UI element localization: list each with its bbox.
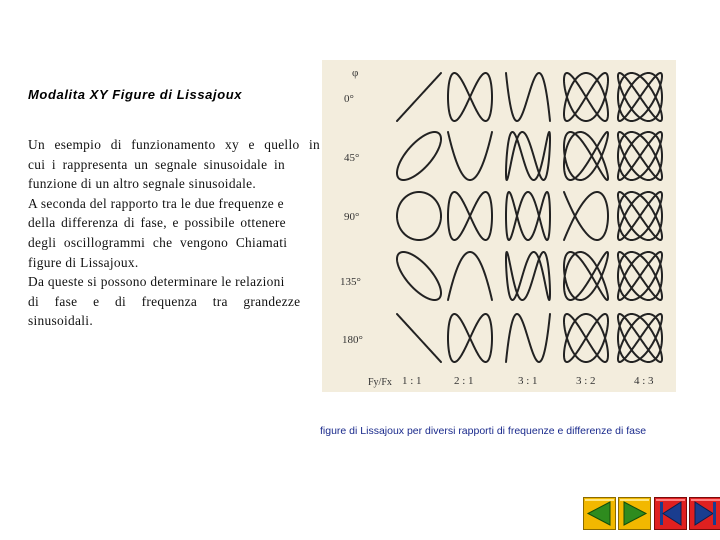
lissajous-figure-image [322, 60, 676, 392]
lissajous-curve [564, 73, 608, 121]
ratio-label: 3 : 1 [518, 375, 538, 387]
ratio-label: 1 : 1 [402, 375, 422, 387]
ratio-label: 2 : 1 [454, 375, 474, 387]
lissajous-curve [397, 314, 441, 362]
paragraph-line: della differenza di fase, e possibile ottenere [28, 215, 286, 231]
lissajous-grid [322, 60, 676, 392]
lissajous-curve [506, 73, 550, 121]
lissajous-curve [397, 252, 441, 300]
paragraph-line: di fase e di frequenza tra grandezze [28, 293, 301, 309]
lissajous-curve [448, 252, 492, 300]
lissajous-curve [506, 192, 550, 240]
first-arrow-icon [654, 497, 687, 530]
phase-label: 180° [342, 334, 363, 346]
paragraph-line: cui i rappresenta un segnale sinusoidale in [28, 156, 285, 172]
lissajous-curve [564, 314, 608, 362]
prev-arrow-icon [583, 497, 616, 530]
lissajous-curve [506, 314, 550, 362]
next-button[interactable] [618, 497, 651, 530]
nav-group-first-last [654, 497, 720, 530]
paragraph-line: figure di Lissajoux. [28, 254, 139, 270]
paragraph-line: sinusoidali. [28, 313, 93, 329]
page-title: Modalita XY Figure di Lissajoux [28, 87, 243, 102]
lissajous-curve [448, 314, 492, 362]
paragraph-line: Da queste si possono determinare le relazioni [28, 274, 285, 290]
lissajous-curve [397, 73, 441, 121]
lissajous-curve [564, 132, 608, 180]
lissajous-curve [618, 252, 662, 300]
phase-label: 45° [344, 152, 360, 164]
first-button[interactable] [654, 497, 687, 530]
lissajous-curve [618, 192, 662, 240]
paragraph-line: A seconda del rapporto tra le due frequenze e [28, 195, 284, 211]
last-button[interactable] [689, 497, 720, 530]
ratio-label: 4 : 3 [634, 375, 654, 387]
nav-group-prev-next [583, 497, 653, 530]
figure-caption: figure di Lissajoux per diversi rapporti di frequenze e differenze di fase [320, 425, 647, 437]
lissajous-curve [618, 132, 662, 180]
ratio-label: 3 : 2 [576, 375, 596, 387]
paragraph-line: funzione di un altro segnale sinusoidale. [28, 176, 256, 192]
phase-label: 90° [344, 211, 360, 223]
paragraph-line: degli oscillogrammi che vengono Chiamati [28, 234, 288, 250]
lissajous-curve [618, 314, 662, 362]
lissajous-curve [397, 192, 441, 240]
paragraph-line: Un esempio di funzionamento xy e quello in [28, 137, 320, 152]
lissajous-curve [448, 192, 492, 240]
last-arrow-icon [689, 497, 720, 530]
lissajous-curve [618, 73, 662, 121]
lissajous-curve [564, 252, 608, 300]
lissajous-curve [506, 132, 550, 180]
lissajous-curve [506, 252, 550, 300]
phase-label: 135° [340, 276, 361, 288]
ratio-header-label: Fy/Fx [368, 377, 392, 388]
body-paragraph [28, 135, 320, 331]
lissajous-curve [448, 73, 492, 121]
lissajous-curves [397, 73, 662, 362]
lissajous-curve [397, 132, 441, 180]
phase-symbol-label: φ [352, 67, 359, 79]
next-arrow-icon [618, 497, 651, 530]
lissajous-curve [564, 192, 608, 240]
prev-button[interactable] [583, 497, 616, 530]
lissajous-curve [448, 132, 492, 180]
phase-label: 0° [344, 93, 354, 105]
